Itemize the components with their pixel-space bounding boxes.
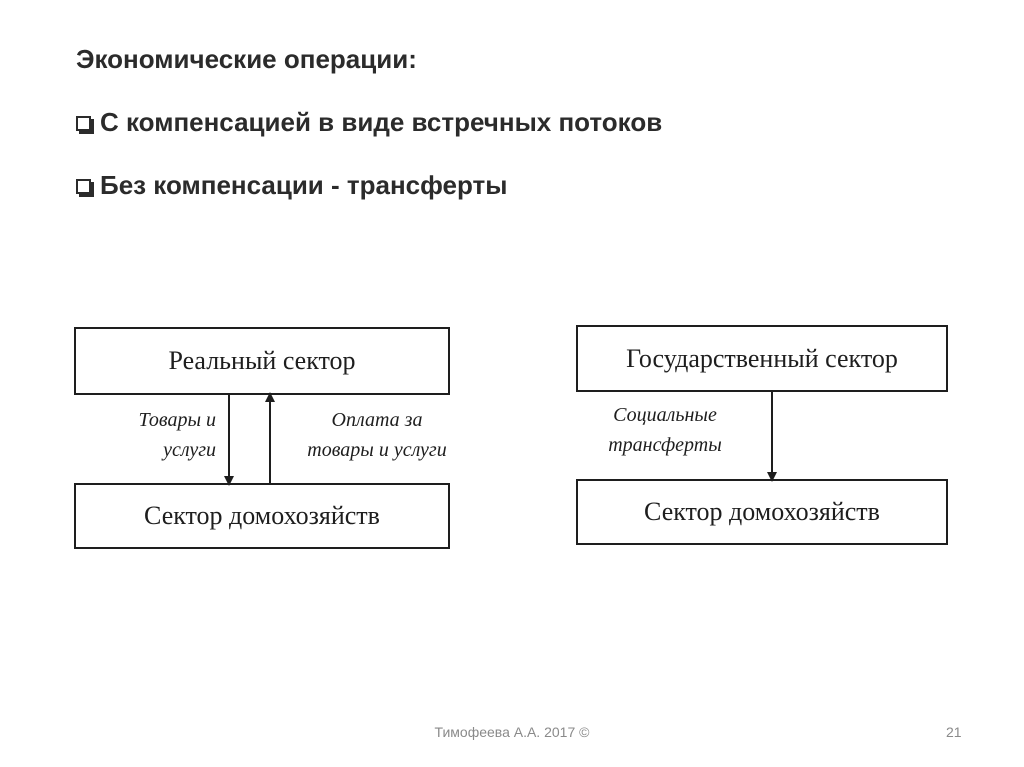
goods-label-line1: Товары и [138,409,216,431]
bullet-with-compensation [76,107,662,138]
transfers-label-line1: Социальные [613,404,717,426]
government-sector-box: Государственный сектор [576,325,948,392]
bullet-without-compensation [76,170,507,201]
slide-title: Экономические операции: [76,44,417,74]
footer-author: Тимофеева А.А. 2017 © [434,724,590,740]
transfers-label-line2: трансферты [608,434,722,456]
payment-label [284,405,470,465]
right-households-box: Сектор домохозяйств [576,479,948,545]
payment-label-line1: Оплата за [331,409,423,431]
social-transfers-label [584,400,746,460]
page-number: 21 [946,724,962,740]
payment-label-line2: товары и услуги [307,439,447,461]
real-sector-box: Реальный сектор [74,327,450,395]
checkbox-bullet-icon [76,116,91,131]
goods-label-line2: услуги [163,439,216,461]
bullet-text: Без компенсации - трансферты [100,170,508,200]
left-households-box: Сектор домохозяйств [74,483,450,549]
bullet-text: С компенсацией в виде встречных потоков [100,107,663,137]
checkbox-bullet-icon [76,179,91,194]
goods-services-label [100,405,216,465]
